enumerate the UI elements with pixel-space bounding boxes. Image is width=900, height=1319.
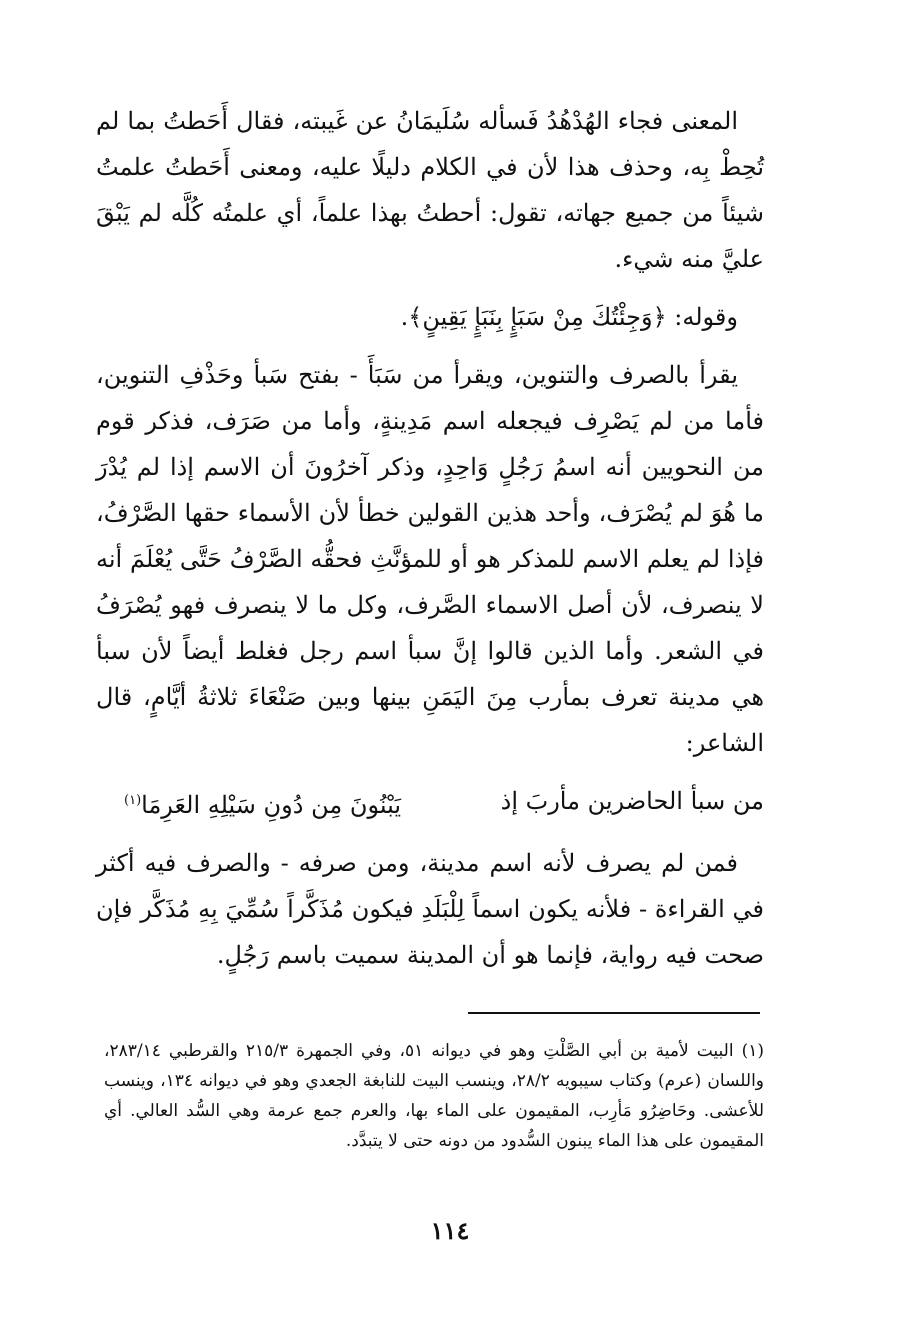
footnote-separator xyxy=(468,1012,760,1014)
paragraph-3: يقرأ بالصرف والتنوين، ويقرأ من سَبَأَ - بفتح سَبأ وحَذْفِ التنوين، فأما من لم يَصْرِف فيجعله اسم مَدِينةٍ، وأما من صَرَف، فذكر قوم من النحويين أنه اسمُ رَجُلٍ وَاحِدٍ، وذكر آخرُونَ أن الاسم إذا لم يُدْرَ ما هُوَ لم يُصْرَف، وأحد هذين القولين خطأ لأن الأسماء حقها الصَّرْفُ، فإذا لم يعلم الاسم للمذكر هو أو للمؤنَّثِ فحقُّه الصَّرْفُ حَتَّى يُعْلَمَ أنه لا ينصرف، لأن أصل الاسماء الصَّرف، وكل ما لا ينصرف فهو يُصْرَفُ في الشعر. وأما الذين قالوا إنَّ سبأ اسم رجل فغلط أيضاً لأن سبأ هي مدينة تعرف بمأرب مِنَ اليَمَنِ بينها وبين صَنْعَاءَ ثلاثةُ أيَّامٍ، قال الشاعر: xyxy=(96,361,764,757)
page-number: ١١٤ xyxy=(430,1216,470,1245)
main-text xyxy=(96,98,764,990)
paragraph-2 xyxy=(96,294,764,340)
poem-verse xyxy=(124,778,764,828)
footnote-reference: (١) xyxy=(124,793,142,808)
poem-second-hemistich-wrap xyxy=(124,778,401,828)
paragraph-1: المعنى فجاء الهُدْهُدُ فَسأله سُلَيمَانُ عن غَيبته، فقال أَحَطتُ بما لم تُحِطْ بِه، وحذف هذا لأن في الكلام دليلًا عليه، ومعنى أَحَطتُ علمتُ شيئاً من جميع جهاته، تقول: أحطتُ بهذا علماً، أي علمتُه كُلَّه لم يَبْقَ عليَّ منه شيء. xyxy=(96,107,764,273)
footnote: (١) البيت لأمية بن أبي الصَّلْتِ وهو في ديوانه ٥١، وفي الجمهرة ٢١٥/٣ والقرطبي ٢٨٣/١٤، واللسان (عرم) وكتاب سيبويه ٢٨/٢، وينسب البيت للنابغة الجعدي وهو في ديوانه ١٣٤، وينسب للأعشى. وحَاضِرُو مَأرِب، المقيمون على الماء بها، والعرم جمع عرمة وهي السُّد العالي. أي المقيمون على هذا الماء يبنون السُّدود من دونه حتى لا يتبدَّد. xyxy=(104,1041,765,1151)
quran-verse: ﴿وَجِئْتُكَ مِنْ سَبَإٍ بِنَبَإٍ يَقِينٍ﴾ xyxy=(408,303,667,331)
quote-end: . xyxy=(400,303,409,331)
poem-second-hemistich: يَبْنُونَ مِن دُونِ سَيْلِهِ العَرِمَا xyxy=(141,791,402,819)
poem-first-hemistich: من سبأ الحاضرين مأربَ إذ xyxy=(500,787,764,815)
quote-intro: وقوله: xyxy=(666,303,738,331)
paragraph-4: فمن لم يصرف لأنه اسم مدينة، ومن صرفه - والصرف فيه أكثر في القراءة - فلأنه يكون اسماً لِلْبَلَدِ فيكون مُذَكَّراً سُمِّيَ بِهِ مُذَكَّر فإن صحت فيه رواية، فإنما هو أن المدينة سميت باسم رَجُلٍ. xyxy=(96,849,764,969)
